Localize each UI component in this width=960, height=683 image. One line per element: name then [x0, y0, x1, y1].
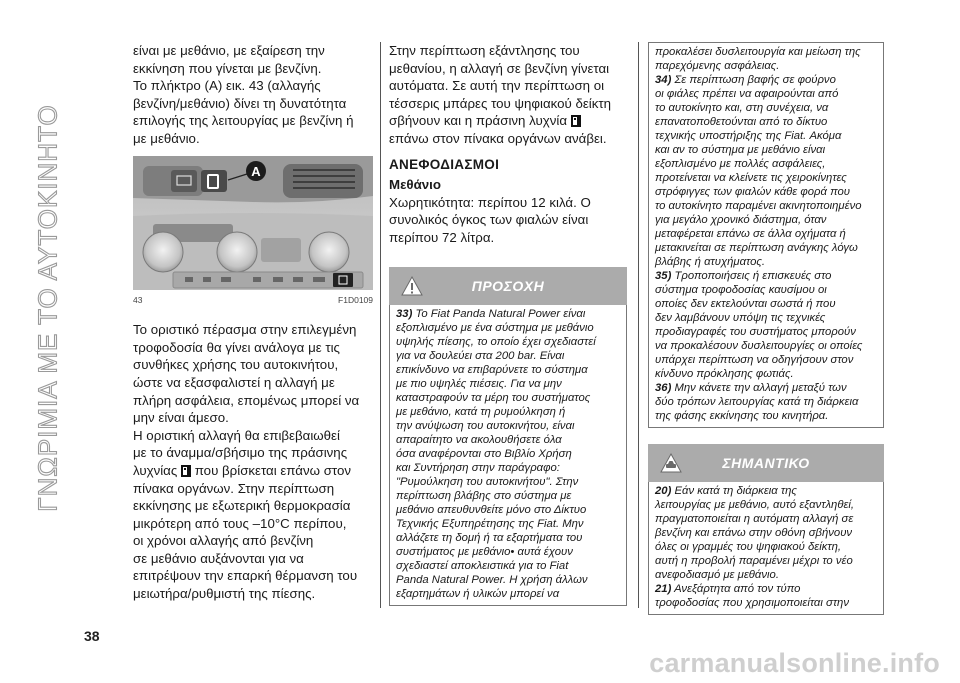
- text-line: οι φιάλες πρέπει να αφαιρούνται από: [655, 88, 839, 100]
- text-line: απαραίτητο να ακολουθήσετε όλα: [396, 433, 562, 446]
- section-heading: ΑΝΕΦΟΔΙΑΣΜΟΙ: [389, 156, 500, 172]
- column-divider: [638, 42, 639, 608]
- text-line: πραγματοποιείται η αυτόματη αλλαγή σε: [655, 513, 854, 525]
- methane-warning-light-icon: [571, 115, 581, 127]
- text-line: Στην περίπτωση εξάντλησης του: [389, 43, 580, 58]
- text-line: τροφοδοσίας που χρησιμοποιείται στην: [655, 597, 849, 609]
- text-line: αλλάζετε τη δομή ή τα εξαρτήματα του: [396, 531, 583, 544]
- text-line: εξαρτημάτων ή υλικών μπορεί να: [396, 587, 560, 600]
- text-line: συνθήκες χρήσης του αυτοκινήτου,: [133, 357, 339, 373]
- text-line: επιλογής της λειτουργίας με βενζίνη ή: [133, 113, 354, 129]
- text-line: που βρίσκεται επάνω στον: [194, 462, 352, 478]
- text-line: Χωρητικότητα: περίπου 12 κιλά. Ο: [389, 194, 591, 210]
- text-line: περίπτωση βλάβης στο σύστημα με: [396, 489, 572, 502]
- text-line: Μην κάνετε την αλλαγή μεταξύ των: [674, 382, 847, 394]
- text-line: μικρότερη από τους –10°C περίπου,: [133, 515, 347, 531]
- callout-label: A: [251, 163, 261, 179]
- text-line: Τεχνικής Εξυπηρέτησης της Fiat. Μην: [396, 517, 584, 530]
- note-number: 20): [655, 485, 672, 497]
- column-1: [133, 42, 373, 603]
- text-line: μην είναι άμεσο.: [133, 410, 229, 426]
- methane-warning-light-icon: [181, 465, 191, 477]
- important-banner: [648, 444, 884, 482]
- page-number: 38: [84, 628, 100, 644]
- text-line: "Ρυμούλκηση του αυτοκινήτου". Στην: [396, 475, 579, 488]
- text-line: εξοπλισμένο με ένα σύστημα με μεθάνιο: [396, 321, 594, 334]
- text-line: ώστε να εξασφαλιστεί η αλλαγή με: [133, 374, 335, 390]
- text-line: για μεγάλο χρονικό διάστημα, όταν: [655, 214, 827, 226]
- warning-banner: [389, 267, 627, 305]
- text-line: σχεδιαστεί αποκλειστικά για το Fiat: [396, 559, 569, 572]
- section-subheading: Μεθάνιο: [389, 177, 441, 193]
- text-line: σε μεθάνιο αυξάνονται για να: [133, 550, 304, 566]
- text-line: σύστημα τροφοδοσίας καυσίμου οι: [655, 284, 827, 296]
- important-box: [648, 482, 884, 615]
- text-line: προκαλέσει δυσλειτουργία και μείωση της: [655, 46, 861, 58]
- dashboard-photo: [133, 156, 373, 290]
- text-line: είναι με μεθάνιο, με εξαίρεση την: [133, 43, 325, 58]
- chapter-side-title-text: ΓΝΩΡΙΜΙΑ ΜΕ ΤΟ ΑΥΤΟΚΙΝΗΤΟ: [32, 104, 63, 512]
- text-line: λυχνίας: [133, 462, 178, 478]
- text-line: να προκαλέσουν δυσλειτουργίες οι οποίες: [655, 340, 863, 352]
- text-line: εξοπλισμένο με πολλές ασφάλειες,: [655, 158, 826, 170]
- text-line: Το πλήκτρο (A) εικ. 43 (αλλαγής: [133, 78, 321, 94]
- text-line: βλάβης ή ατυχήματος.: [655, 256, 765, 268]
- text-line: με πιο υψηλές πιέσεις. Για να μην: [396, 377, 562, 390]
- text-line: αυτόματα. Σε αυτή την περίπτωση οι: [389, 78, 605, 94]
- note-number: 34): [655, 74, 672, 86]
- text-line: καταστραφούν τα μέρη του συστήματος: [396, 391, 591, 404]
- text-line: κίνδυνο πρόκλησης φωτιάς.: [655, 368, 794, 380]
- dashboard-illustration: [133, 156, 373, 290]
- warning-box: [389, 305, 627, 606]
- text-line: μεταφέρεται επάνω σε άλλα οχήματα ή: [655, 228, 846, 240]
- text-line: τροφοδοσία θα γίνει ανάλογα με τις: [133, 339, 340, 355]
- text-line: της φάσης εκκίνησης του κινητήρα.: [655, 410, 829, 422]
- warning-title: ΠΡΟΣΟΧΗ: [471, 277, 545, 294]
- text-line: ανεφοδιασμό με μεθάνιο.: [655, 569, 779, 581]
- text-line: μεθάνιο απευθυνθείτε μόνο στο Δίκτυο: [396, 503, 587, 516]
- text-line: οποίες δεν εκτελούνται σωστά ή που: [655, 298, 836, 310]
- text-line: μειωτήρα/ρυθμιστή της πίεσης.: [133, 586, 316, 602]
- note-number: 35): [655, 270, 672, 282]
- chapter-side-title: [28, 28, 68, 588]
- note-number: 21): [655, 583, 672, 595]
- text-line: τέσσερις μπάρες του ψηφιακού δείκτη: [389, 95, 612, 111]
- text-line: προτείνεται να κλείνετε τις χειροκίνητες: [655, 172, 847, 184]
- text-line: συνολικός όγκος των φιαλών είναι: [389, 212, 589, 228]
- text-line: Σε περίπτωση βαφής σε φούρνο: [674, 74, 836, 86]
- text-line: πίνακα οργάνων. Στην περίπτωση: [133, 480, 335, 496]
- important-title: ΣΗΜΑΝΤΙΚΟ: [722, 455, 810, 471]
- text-line: Το Fiat Panda Natural Power είναι: [415, 307, 586, 320]
- text-line: Εάν κατά τη διάρκεια της: [674, 485, 797, 497]
- text-line: στρόφιγγες των φιαλών κάθε φορά που: [655, 186, 851, 198]
- column-3: [648, 42, 884, 615]
- text-line: για να δουλεύει στα 200 bar. Είναι: [396, 349, 565, 362]
- paragraph: [389, 194, 627, 247]
- text-line: δύο τρόπων λειτουργίας κατά τη διάρκεια: [655, 396, 859, 408]
- text-line: βενζίνη/μεθάνιο) δίνει τη δυνατότητα: [133, 95, 347, 111]
- text-line: περίπου 72 λίτρα.: [389, 229, 495, 245]
- text-line: με μεθάνιο.: [133, 130, 200, 146]
- text-line: μεθανίου, η αλλαγή σε βενζίνη γίνεται: [389, 60, 610, 76]
- figure-caption: [133, 292, 373, 310]
- text-line: Η οριστική αλλαγή θα επιβεβαιωθεί: [133, 427, 340, 443]
- text-line: δεν λαμβάνουν υπόψη τις τεχνικές: [655, 312, 826, 324]
- text-line: προδιαγραφές του συστήματος μπορούν: [655, 326, 856, 338]
- text-line: εκκίνηση που γίνεται με βενζίνη.: [133, 60, 322, 76]
- text-line: παρεχόμενης ασφάλειας.: [655, 60, 780, 72]
- text-line: υπάρχει περίπτωση να οδηγήσουν στον: [655, 354, 854, 366]
- warning-box-continued: [648, 42, 884, 428]
- text-line: οι χρόνοι αλλαγής από βενζίνη: [133, 533, 314, 549]
- text-line: μετακινείται σε περίπτωση ανάγκης λόγω: [655, 242, 858, 254]
- paragraph: [389, 42, 627, 148]
- column-2: [389, 42, 627, 606]
- text-line: όλες οι γραμμές του ψηφιακού δείκτη,: [655, 541, 841, 553]
- text-line: επάνω στον πίνακα οργάνων ανάβει.: [389, 130, 607, 146]
- text-line: σβήνουν και η πράσινη λυχνία: [389, 113, 568, 129]
- text-line: τεχνικής υποστήριξης της Fiat. Ακόμα: [655, 130, 842, 142]
- text-line: Ανεξάρτητα από τον τύπο: [674, 583, 801, 595]
- text-line: Τροποποιήσεις ή επισκευές στο: [674, 270, 832, 282]
- text-line: λειτουργίας με μεθάνιο, αυτό εξαντληθεί,: [655, 499, 855, 511]
- text-line: βενζίνη και επάνω στην οθόνη σβήνουν: [655, 527, 853, 539]
- paragraph: [133, 427, 373, 603]
- text-line: επανατοποθετούνται από το δίκτυο: [655, 116, 828, 128]
- note-number: 33): [396, 307, 413, 320]
- text-line: όσα αναφέρονται στο Βιβλίο Χρήση: [396, 447, 572, 460]
- text-line: υψηλής πίεσης, το οποίο έχει σχεδιαστεί: [396, 335, 596, 348]
- paragraph: [133, 321, 373, 427]
- text-line: το αυτοκίνητο και, στη συνέχεια, να: [655, 102, 829, 114]
- text-line: το αυτοκίνητο παραμένει ακινητοποιημένο: [655, 200, 862, 212]
- text-line: επικίνδυνο να επιβαρύνετε το σύστημα: [396, 363, 588, 376]
- text-line: με το άναμμα/σβήσιμο της πράσινης: [133, 445, 348, 461]
- watermark: carmanualsonline.info: [649, 648, 940, 678]
- text-line: με μεθάνιο, κατά τη ρυμούλκηση ή: [396, 405, 566, 418]
- text-line: συστήματος με μεθάνιο• αυτά έχουν: [396, 545, 573, 558]
- column-divider: [380, 42, 381, 608]
- text-line: πλήρη ασφάλεια, επομένως μπορεί να: [133, 392, 360, 408]
- text-line: Το οριστικό πέρασμα στην επιλεγμένη: [133, 322, 357, 338]
- text-line: Panda Natural Power. Η χρήση άλλων: [396, 573, 588, 586]
- figure-code: F1D0109: [338, 294, 373, 305]
- figure-number: 43: [133, 294, 143, 305]
- text-line: την ανύψωση του αυτοκινήτου, είναι: [396, 419, 575, 432]
- text-line: και αν το σύστημα με μεθάνιο είναι: [655, 144, 826, 156]
- figure-43: [133, 156, 373, 310]
- paragraph: [133, 42, 373, 148]
- text-line: επιτρέψουν την επαρκή θέρμανση του: [133, 568, 358, 584]
- text-line: και Συντήρηση στην παράγραφο:: [396, 461, 560, 474]
- text-line: αυτή η προβολή παραμένει μέχρι το νέο: [655, 555, 853, 567]
- text-line: εκκίνησης με εξωτερική θερμοκρασία: [133, 498, 351, 514]
- note-number: 36): [655, 382, 672, 394]
